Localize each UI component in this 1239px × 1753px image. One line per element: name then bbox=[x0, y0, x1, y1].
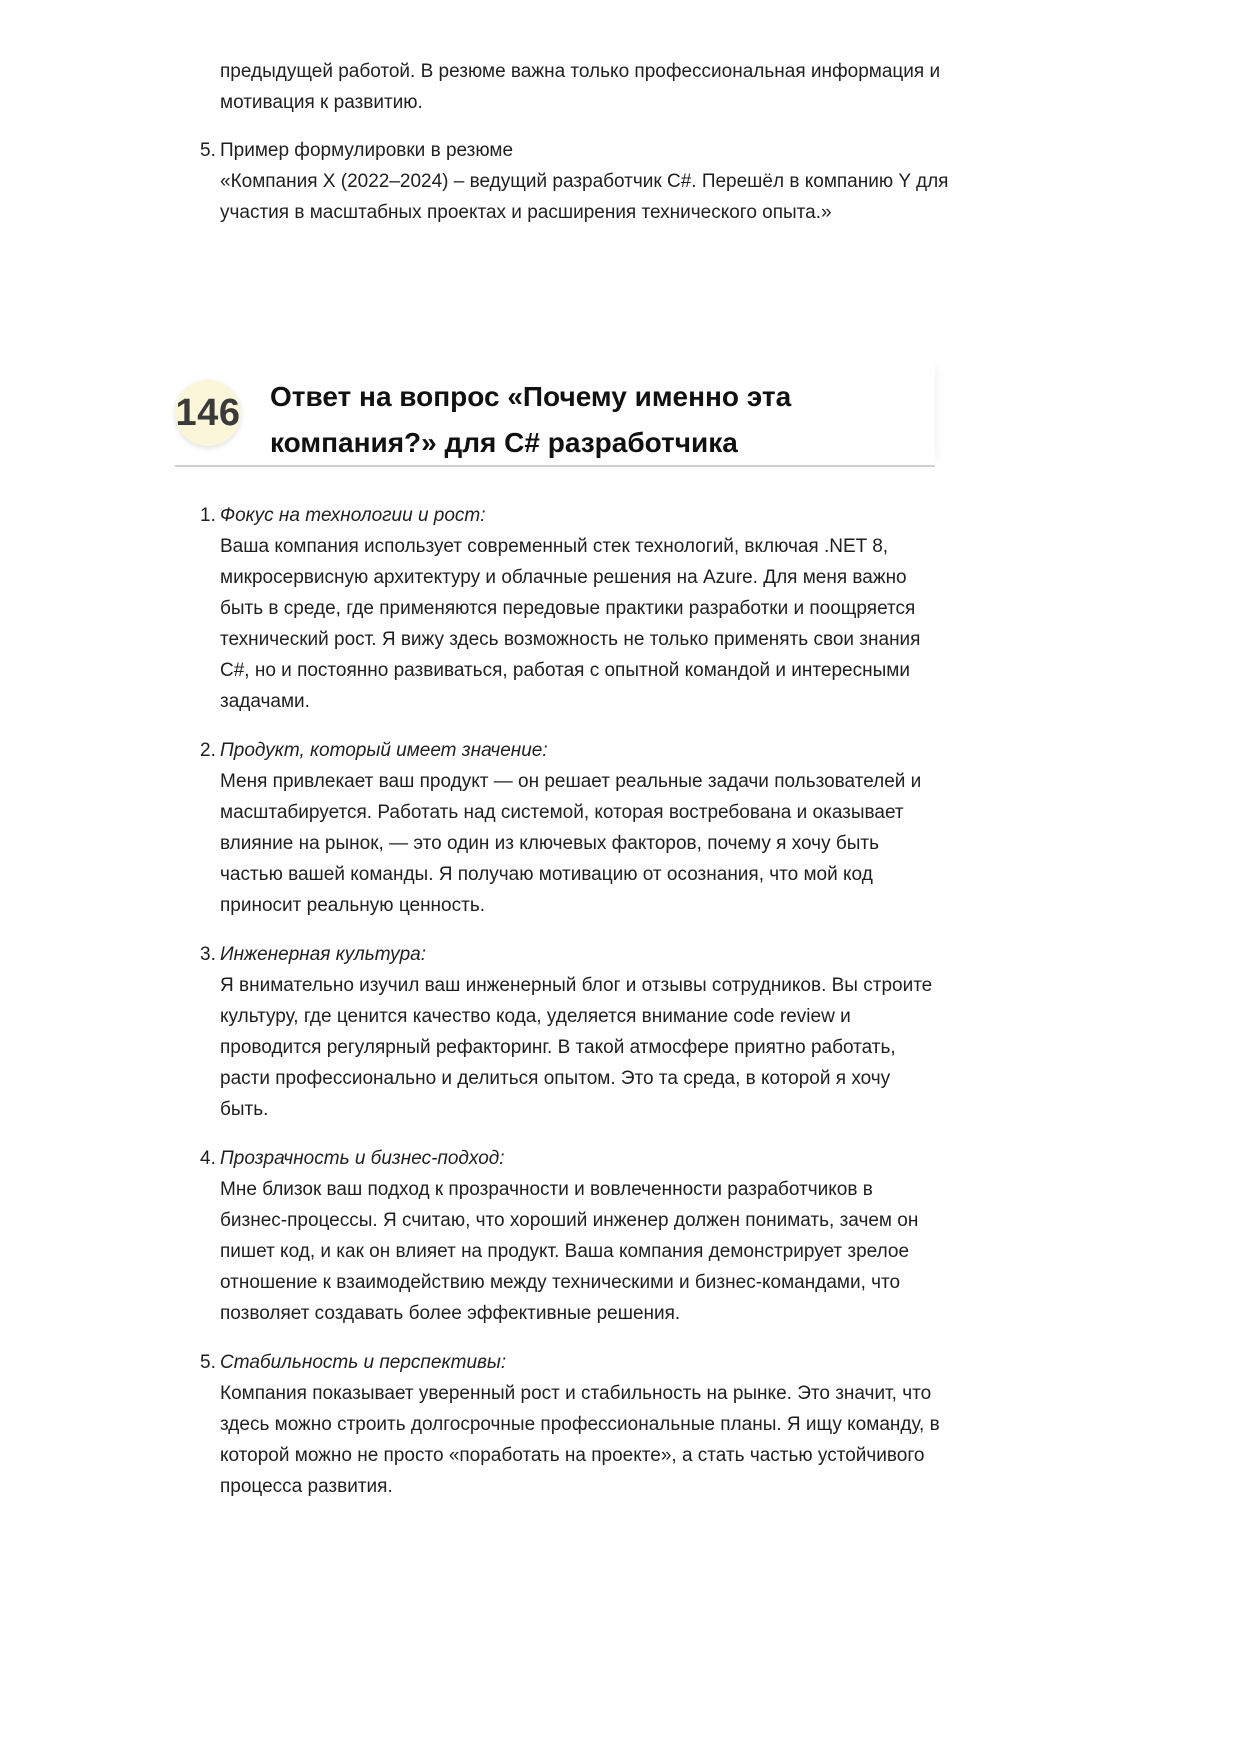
list-item-title: Прозрачность и бизнес-подход: bbox=[220, 1148, 505, 1169]
list-item-5-resume-example bbox=[200, 135, 960, 228]
list-item-title: Инженерная культура: bbox=[220, 944, 427, 965]
list-number: 3. bbox=[200, 944, 216, 965]
list-item bbox=[200, 1143, 940, 1329]
list-number: 5. bbox=[200, 1352, 216, 1373]
list-item bbox=[200, 1347, 940, 1502]
section-header bbox=[175, 360, 935, 467]
list-item-title: Фокус на технологии и рост: bbox=[220, 505, 486, 526]
list-item-title: Продукт, который имеет значение: bbox=[220, 740, 548, 761]
list-item-text: «Компания X (2022–2024) – ведущий разработчик C#. Перешёл в компанию Y для участия в масштабных проектах и расширения технического опыта.» bbox=[220, 171, 949, 223]
list-number: 2. bbox=[200, 740, 216, 761]
answer-list bbox=[200, 500, 940, 1520]
list-item-text: Меня привлекает ваш продукт — он решает реальные задачи пользователей и масштабируется. Работать над системой, которая востребована и оказывает влияние на рынок, — это один из ключевых факторов, почему я хочу быть частью вашей команды. Я получаю мотивацию от осознания, что мой код приносит реальную ценность. bbox=[220, 771, 922, 916]
continuation-paragraph: предыдущей работой. В резюме важна только профессиональная информация и мотивация к развитию. bbox=[220, 61, 941, 113]
list-item bbox=[200, 939, 940, 1125]
list-number: 1. bbox=[200, 505, 216, 526]
section-number-badge: 146 bbox=[175, 380, 241, 446]
section-title: Ответ на вопрос «Почему именно эта компания?» для C# разработчика bbox=[270, 381, 792, 458]
list-item-text: Компания показывает уверенный рост и стабильность на рынке. Это значит, что здесь можно строить долгосрочные профессиональные планы. Я ищу команду, в которой можно не просто «поработать на проекте», а стать частью устойчивого процесса развития. bbox=[220, 1383, 940, 1497]
previous-section-continuation bbox=[200, 56, 960, 228]
list-item bbox=[200, 735, 940, 921]
list-item bbox=[200, 500, 940, 717]
list-item-text: Мне близок ваш подход к прозрачности и вовлеченности разработчиков в бизнес-процессы. Я считаю, что хороший инженер должен понимать, зачем он пишет код, и как он влияет на продукт. Ваша компания демонстрирует зрелое отношение к взаимодействию между техническими и бизнес-командами, что позволяет создавать более эффективные решения. bbox=[220, 1179, 919, 1324]
list-number: 5. bbox=[200, 140, 216, 161]
list-item-title: Пример формулировки в резюме bbox=[220, 140, 514, 161]
list-number: 4. bbox=[200, 1148, 216, 1169]
list-item-title: Стабильность и перспективы: bbox=[220, 1352, 507, 1373]
list-item-text: Я внимательно изучил ваш инженерный блог и отзывы сотрудников. Вы строите культуру, где ценится качество кода, уделяется внимание code review и проводится регулярный рефакторинг. В такой атмосфере приятно работать, расти профессионально и делиться опытом. Это та среда, в которой я хочу быть. bbox=[220, 975, 933, 1120]
list-item-text: Ваша компания использует современный стек технологий, включая .NET 8, микросервисную архитектуру и облачные решения на Azure. Для меня важно быть в среде, где применяются передовые практики разработки и поощряется технический рост. Я вижу здесь возможность не только применять свои знания C#, но и постоянно развиваться, работая с опытной командой и интересными задачами. bbox=[220, 536, 921, 712]
